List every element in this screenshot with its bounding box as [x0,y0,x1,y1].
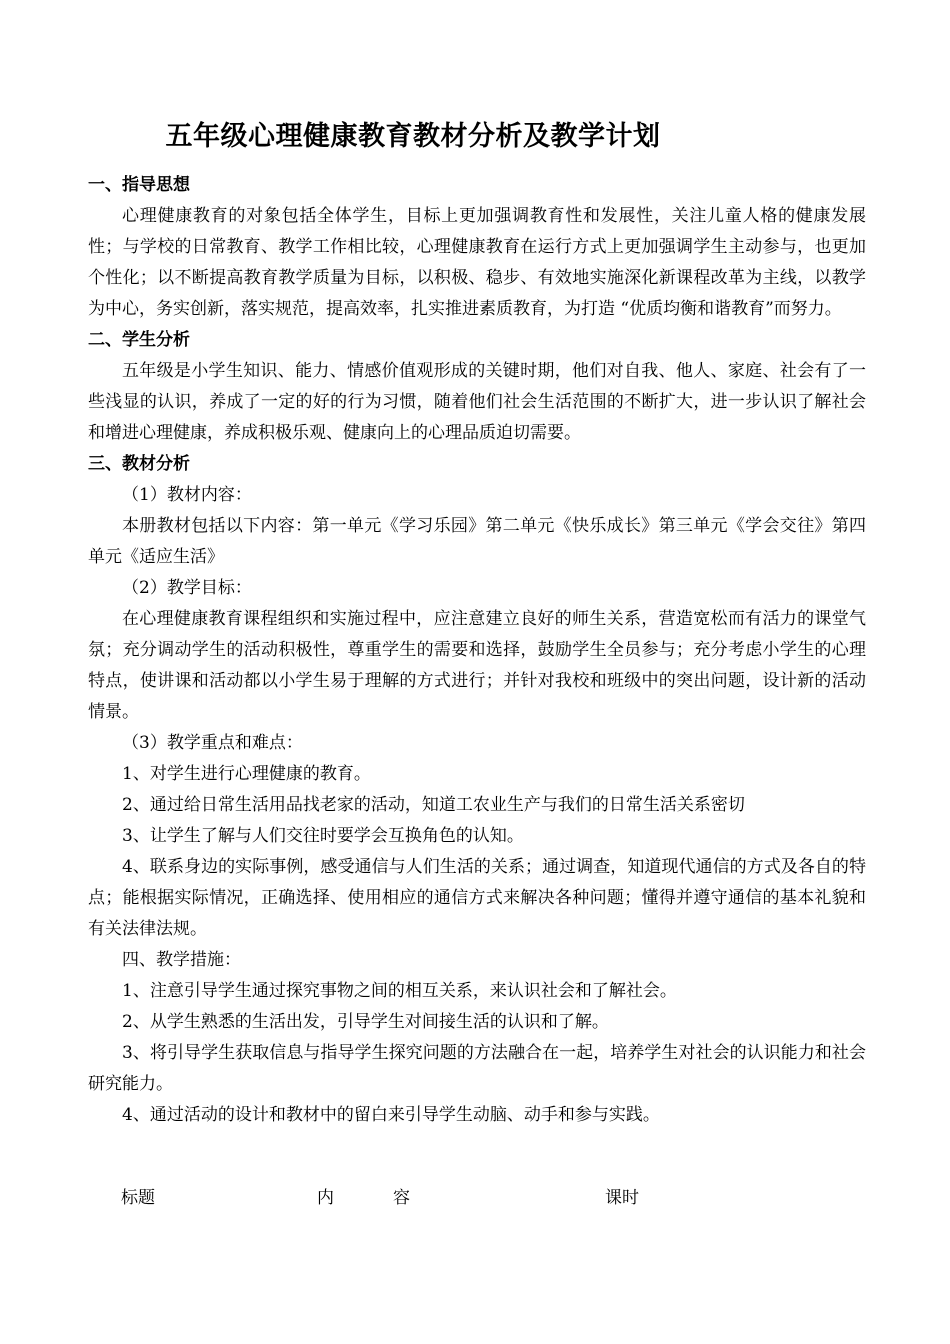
list-item-key-point-3: 3、让学生了解与人们交往时要学会互换角色的认知。 [122,826,524,846]
document-body [88,170,866,1131]
list-item-measure-1: 1、注意引导学生通过探究事物之间的相互关系，来认识社会和了解社会。 [122,981,677,1001]
list-item-key-point-1: 1、对学生进行心理健康的教育。 [122,764,371,784]
subheading-teaching-goals: （2）教学目标： [122,578,252,598]
paragraph-guiding-ideology: 心理健康教育的对象包括全体学生，目标上更加强调教育性和发展性，关注儿童人格的健康发展性；与学校的日常教育、教学工作相比较，心理健康教育在运行方式上更加强调学生主动参与，也更加个性化；以不断提高教育教学质量为目标，以积极、稳步、有效地实施深化新课程改革为主线，以教学为中心，务实创新，落实规范，提高效率，扎实推进素质教育，为打造 “优质均衡和谐教育”而努力。 [88,206,866,319]
subheading-teaching-measures: 四、教学措施： [122,950,241,970]
section-heading-student-analysis: 二、学生分析 [88,330,190,350]
subheading-key-points: （3）教学重点和难点： [122,733,303,753]
list-item-key-point-4: 4、联系身边的实际事例，感受通信与人们生活的关系；通过调查，知道现代通信的方式及各自的特点；能根据实际情况，正确选择、使用相应的通信方式来解决各种问题；懂得并遵守通信的基本礼貌和有关法律法规。 [88,857,866,939]
document-title: 五年级心理健康教育教材分析及教学计划 [165,121,661,152]
paragraph-student-analysis: 五年级是小学生知识、能力、情感价值观形成的关键时期，他们对自我、他人、家庭、社会有了一些浅显的认识，养成了一定的好的行为习惯，随着他们社会生活范围的不断扩大，进一步认识了解社会和增进心理健康，养成积极乐观、健康向上的心理品质迫切需要。 [88,361,866,443]
table-header-content-part2: 容 [393,1188,410,1208]
list-item-measure-4: 4、通过活动的设计和教材中的留白来引导学生动脑、动手和参与实践。 [122,1105,660,1125]
schedule-table-header [0,1183,950,1213]
table-header-content-part1: 内 [317,1188,334,1208]
table-header-lessons: 课时 [605,1188,639,1208]
subheading-textbook-content: （1）教材内容： [122,485,252,505]
list-item-measure-2: 2、从学生熟悉的生活出发，引导学生对间接生活的认识和了解。 [122,1012,609,1032]
section-heading-textbook-analysis: 三、教材分析 [88,454,190,474]
list-item-measure-3: 3、将引导学生获取信息与指导学生探究问题的方法融合在一起，培养学生对社会的认识能力和社会研究能力。 [88,1043,866,1094]
paragraph-teaching-goals: 在心理健康教育课程组织和实施过程中，应注意建立良好的师生关系，营造宽松而有活力的课堂气氛；充分调动学生的活动积极性，尊重学生的需要和选择，鼓励学生全员参与；充分考虑小学生的心理特点，使讲课和活动都以小学生易于理解的方式进行；并针对我校和班级中的突出问题，设计新的活动情景。 [88,609,866,722]
section-heading-guiding-ideology: 一、指导思想 [88,175,190,195]
list-item-key-point-2: 2、通过给日常生活用品找老家的活动，知道工农业生产与我们的日常生活关系密切 [122,795,745,815]
table-header-title: 标题 [121,1188,155,1208]
paragraph-textbook-content: 本册教材包括以下内容：第一单元《学习乐园》第二单元《快乐成长》第三单元《学会交往》第四单元《适应生活》 [88,516,866,567]
